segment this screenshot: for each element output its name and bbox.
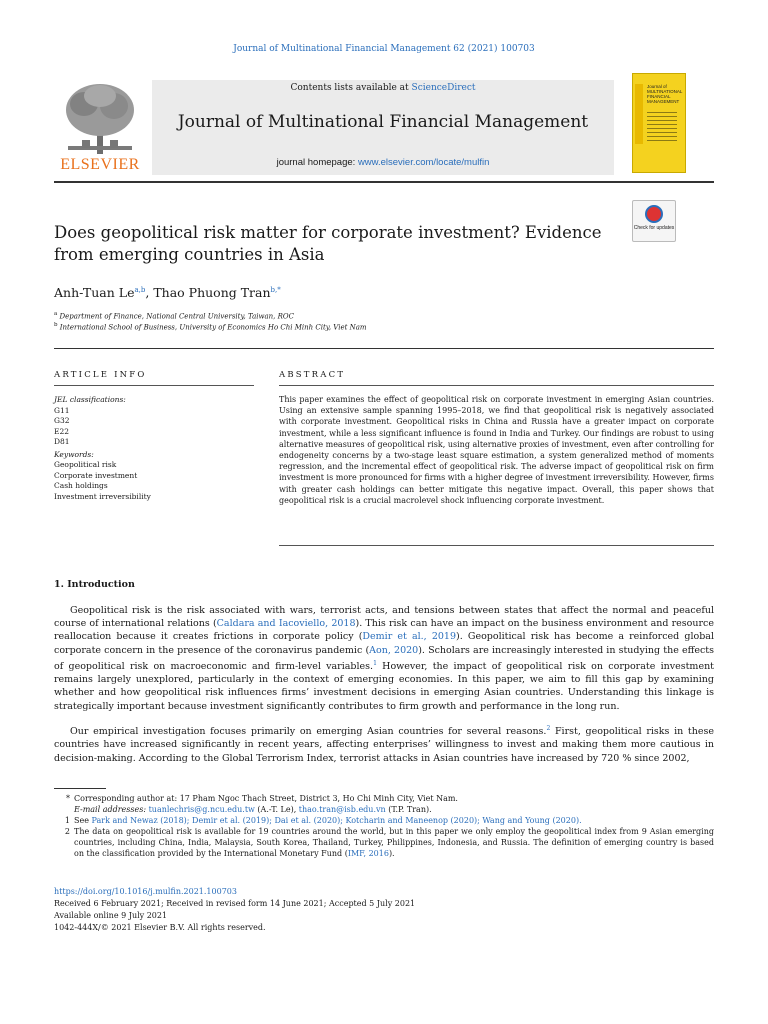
publisher-name: ELSEVIER — [60, 156, 140, 173]
homepage-line — [152, 157, 614, 168]
section-rule — [54, 348, 714, 349]
abstract-text: This paper examines the effect of geopolitical risk on corporate investment in emerging Asian countries. Using an extensive sample spanning 1995–2018, we find that geopolitical risk is negatively associated with corporate investment. Geopolitical risks in China and Russia have a greater impact on corporate investment, while a less significant influence is found in India and Turkey. Our findings are robust to using alternative measures of geopolitical risk, using alternative proxies of investment, even after controlling for endogeneity concerns by a two-stage least square estimation, a system generalized method of moments regression, and the incremental effect of geopolitical risk. The adverse impact of geopolitical risk on firm investment is more pronounced for firms with a higher degree of investment irreversibility. However, firms with greater cash holdings can better mitigate this negative impact. Overall, this paper shows that geopolitical risk is a crucial macrolevel shock influencing corporate investment. — [279, 395, 714, 505]
cover-title: Journal of MULTINATIONAL FINANCIAL MANAGEMENT — [647, 84, 683, 104]
paragraph-text: Our empirical investigation focuses primarily on emerging Asian countries for several reasons. — [70, 726, 547, 738]
jel-code: D81 — [54, 437, 70, 446]
bookmark-icon — [645, 205, 663, 223]
jel-code: G32 — [54, 416, 70, 425]
paragraph-text: ). This risk can have an impact on the business environment and resource reallocation because it creates frictions in corporate policy ( — [54, 618, 714, 643]
check-for-updates-label: Check for updates — [633, 225, 675, 231]
received-dates: Received 6 February 2021; Received in revised form 14 June 2021; Accepted 5 July 2021 — [54, 899, 416, 908]
copyright: 1042-444X/© 2021 Elsevier B.V. All rights reserved. — [54, 923, 266, 932]
email-owner: (A.-T. Le), — [254, 805, 299, 814]
footnote-text: Corresponding author at: 17 Pham Ngoc Thach Street, District 3, Ho Chi Minh City, Viet Nam. — [74, 794, 458, 803]
footnotes — [54, 793, 714, 859]
article-info — [54, 395, 254, 502]
jel-code: G11 — [54, 405, 70, 415]
citation-link[interactable]: IMF, 2016 — [347, 849, 389, 858]
author-list — [54, 285, 281, 300]
abstract-heading: ABSTRACT — [279, 370, 346, 380]
affiliation-b — [54, 322, 367, 331]
article-info-heading: ARTICLE INFO — [54, 370, 147, 380]
article-info-rule — [54, 385, 254, 386]
journal-cover-image[interactable] — [632, 73, 686, 173]
abstract-rule — [279, 385, 714, 386]
citation-link[interactable]: Caldara and Iacoviello, 2018 — [216, 618, 356, 630]
author-name[interactable]: Thao Phuong Tran — [153, 285, 271, 300]
cover-lines — [647, 112, 677, 144]
affiliation-mark: a — [54, 311, 58, 317]
citation-link[interactable]: Aon, 2020 — [369, 644, 419, 656]
footnote-corresponding — [54, 793, 714, 804]
section-heading-introduction: 1. Introduction — [54, 579, 135, 590]
journal-reference[interactable]: Journal of Multinational Financial Management 62 (2021) 100703 — [233, 44, 535, 54]
intro-paragraph-1 — [54, 604, 714, 713]
footnote-rule — [54, 788, 106, 789]
author-name[interactable]: Anh-Tuan Le — [54, 285, 135, 300]
paragraph-text: However, the impact of geopolitical risk on corporate investment remains largely unexplored, particularly in the context of emerging economies. In this paper, we aim to fill this gap by examining whether and how geopolitical risk influences firms’ investment decisions in emerging Asian countries. Understanding this linkage is strategically important because investment significantly contributes to firm growth and performance in the long run. — [54, 660, 715, 712]
homepage-prefix: journal homepage: — [276, 157, 358, 168]
footnote-mark: 2 — [64, 827, 70, 836]
footnote-emails — [54, 804, 714, 815]
affiliation-mark: b — [54, 322, 58, 328]
affiliation-a — [54, 311, 294, 320]
affiliation-text: Department of Finance, National Central University, Taiwan, ROC — [59, 312, 294, 321]
available-online: Available online 9 July 2021 — [54, 911, 168, 920]
homepage-link[interactable]: www.elsevier.com/locate/mulfin — [357, 157, 490, 168]
paragraph-text: First, geopolitical risks in these countries have increased significantly in recent years, affecting enterprises’ willingness to invest and making them more cautious in decision-making. According to the Global Terrorism Index, terrorist attacks in Asian countries have increased by 720 % since 2002, — [54, 726, 714, 764]
footnote-text: The data on geopolitical risk is available for 19 countries around the world, but in this paper we only employ the geopolitical index from 9 Asian emerging countries, including China, India, Malaysia, South Korea, Thailand, Turkey, Philippines, Indonesia, and Russia. The definition of emerging country is based on the classification provided by the International Monetary Fund ( — [74, 827, 714, 858]
email-owner: (T.P. Tran). — [385, 805, 432, 814]
journal-title: Journal of Multinational Financial Management — [177, 112, 589, 132]
abstract-bottom-rule — [279, 545, 714, 546]
footnote-mark: * — [66, 794, 70, 803]
footnote-2 — [54, 826, 714, 859]
paragraph-text: ). Scholars are increasingly interested in studying the effects of geopolitical risk on macroeconomic and firm-level variables. — [54, 644, 714, 672]
doi-link[interactable]: https://doi.org/10.1016/j.mulfin.2021.100703 — [54, 887, 237, 896]
keyword: Cash holdings — [54, 481, 108, 490]
footnote-ref[interactable]: 2 — [546, 725, 551, 732]
footnote-ref[interactable]: 1 — [373, 659, 377, 667]
intro-paragraph-2 — [54, 722, 714, 765]
paragraph-text: ). Geopolitical risk has become a reinforced global corporate concern in the presence of the coronavirus pandemic ( — [54, 631, 715, 656]
jel-label: JEL classifications: — [54, 395, 126, 404]
keyword: Corporate investment — [54, 470, 138, 480]
email-label: E-mail addresses: — [74, 805, 149, 814]
footnote-text: ). — [388, 849, 395, 858]
header-rule — [54, 181, 714, 183]
cover-strip — [635, 84, 643, 144]
sciencedirect-link[interactable]: ScienceDirect — [411, 83, 476, 93]
footnote-text: See — [74, 816, 92, 825]
author-affiliation-marks[interactable]: a,b — [134, 285, 146, 294]
contents-prefix: Contents lists available at — [290, 83, 412, 93]
citation-link[interactable]: Park and Newaz (2018); Demir et al. (2019); Dai et al. (2020); Kotcharin and Maneenop (2020); Wang and Young (2020). — [91, 816, 582, 825]
check-for-updates-badge[interactable] — [632, 200, 676, 242]
footnote-mark: 1 — [64, 816, 70, 825]
author-separator: , — [145, 285, 154, 300]
keyword: Geopolitical risk — [54, 460, 117, 469]
paragraph-text: Geopolitical risk is the risk associated with wars, terrorist acts, and tensions between states that affect the normal and peaceful course of international relations ( — [54, 605, 714, 630]
email-link[interactable]: thao.tran@isb.edu.vn — [298, 805, 386, 814]
affiliation-text: International School of Business, University of Economics Ho Chi Minh City, Viet Nam — [59, 323, 367, 332]
email-link[interactable]: tuanlechris@g.ncu.edu.tw — [148, 805, 255, 814]
keyword: Investment irreversibility — [54, 491, 151, 501]
publication-info — [54, 886, 415, 934]
article-title: Does geopolitical risk matter for corporate investment? Evidence from emerging countries in Asia — [54, 223, 602, 264]
contents-line — [152, 83, 614, 93]
author-affiliation-marks[interactable]: b,* — [270, 285, 281, 294]
jel-code: E22 — [54, 426, 70, 436]
keywords-label: Keywords: — [54, 449, 94, 459]
footnote-1 — [54, 815, 714, 826]
citation-link[interactable]: Demir et al., 2019 — [362, 631, 457, 643]
